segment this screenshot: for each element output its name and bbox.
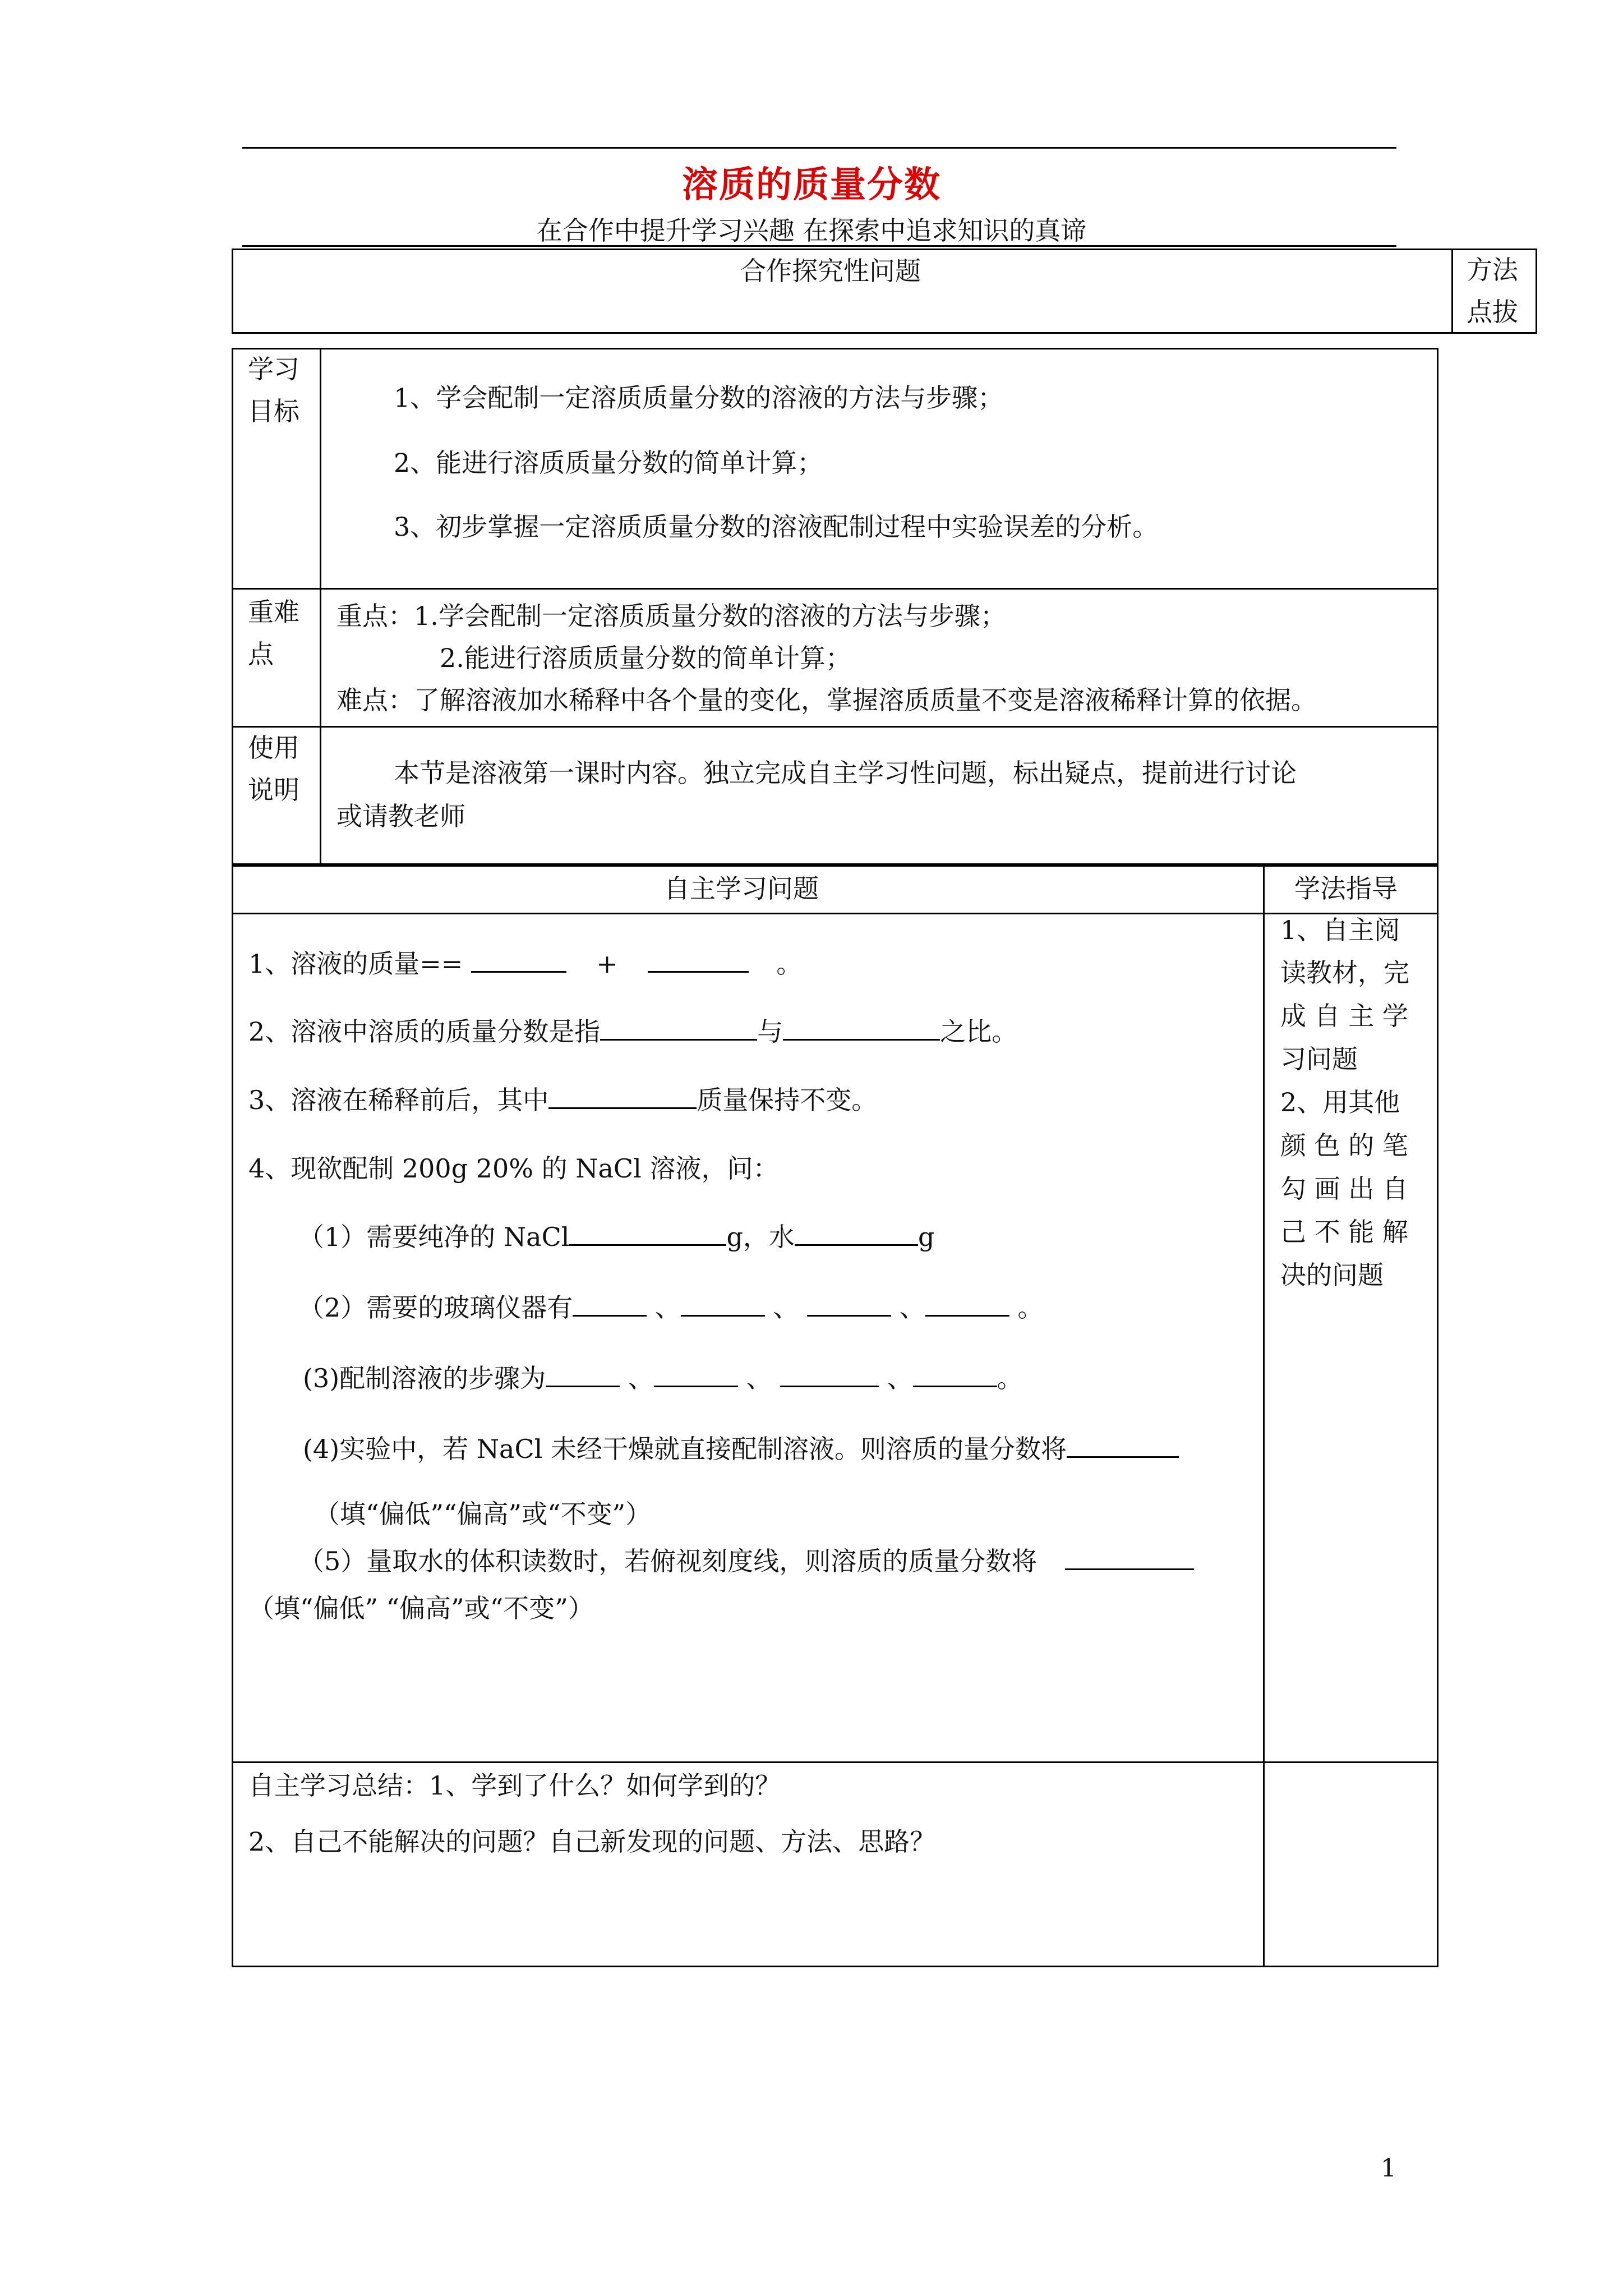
q3-text: 3、溶液在稀释前后，其中 bbox=[248, 1085, 549, 1115]
guide-line-5: 2、用其他 bbox=[1280, 1087, 1400, 1117]
summary-line-2: 2、自己不能解决的问题？自己新发现的问题、方法、思路？ bbox=[248, 1826, 936, 1857]
question-4-5 bbox=[298, 1543, 1194, 1580]
question-1 bbox=[248, 945, 802, 983]
q4-2-end: 。 bbox=[1017, 1292, 1044, 1323]
question-4-4 bbox=[303, 1430, 1179, 1468]
keypoints-label-line2: 点 bbox=[248, 639, 274, 669]
q4-2-sep-3: 、 bbox=[899, 1292, 925, 1323]
usage-line-2: 或请教老师 bbox=[336, 801, 465, 831]
usage-line-1: 本节是溶液第一课时内容。独立完成自主学习性问题，标出疑点，提前进行讨论 bbox=[394, 758, 1297, 788]
objective-item-2: 2、能进行溶质质量分数的简单计算； bbox=[394, 448, 823, 478]
question-2 bbox=[248, 1013, 1017, 1051]
q4-1-text: （1）需要纯净的 NaCl bbox=[298, 1222, 570, 1252]
q4-2-sep-1: 、 bbox=[654, 1292, 681, 1323]
q4-1-mid: g，水 bbox=[726, 1222, 795, 1252]
keypoints-line-1: 重点：1.学会配制一定溶质质量分数的溶液的方法与步骤； bbox=[336, 601, 1006, 631]
question-4-5-hint: （填“偏低” “偏高”或“不变”） bbox=[248, 1593, 594, 1623]
summary-divider bbox=[232, 1761, 1438, 1763]
guide-line-3: 成 自 主 学 bbox=[1280, 1001, 1408, 1031]
info-label-divider bbox=[320, 348, 321, 865]
q4-3-sep-1: 、 bbox=[628, 1363, 654, 1393]
method-header-line2: 点拔 bbox=[1467, 297, 1518, 327]
objectives-label-line2: 目标 bbox=[248, 396, 299, 426]
q1-blank-1[interactable] bbox=[471, 945, 566, 973]
usage-label-line2: 说明 bbox=[248, 775, 299, 805]
q4-5-text: （5）量取水的体积读数时，若俯视刻度线，则溶质的质量分数将 bbox=[298, 1546, 1038, 1576]
info-row-divider-1 bbox=[232, 588, 1438, 590]
q1-end: 。 bbox=[776, 949, 803, 979]
q1-plus: + bbox=[596, 949, 618, 979]
self-study-guide-divider bbox=[1263, 865, 1265, 1967]
q4-2-text: （2）需要的玻璃仪器有 bbox=[298, 1292, 573, 1323]
q1-blank-2[interactable] bbox=[648, 945, 749, 973]
q2-blank-1[interactable] bbox=[600, 1013, 757, 1041]
q4-3-blank-2[interactable] bbox=[654, 1360, 738, 1387]
q4-3-blank-4[interactable] bbox=[913, 1360, 997, 1387]
inquiry-header: 合作探究性问题 bbox=[740, 256, 921, 286]
q4-1-blank-nacl[interactable] bbox=[569, 1218, 726, 1246]
objective-item-1: 1、学会配制一定溶质质量分数的溶液的方法与步骤； bbox=[394, 383, 1004, 413]
q4-3-end: 。 bbox=[997, 1363, 1023, 1393]
inquiry-divider bbox=[1451, 249, 1453, 334]
q4-3-sep-3: 、 bbox=[887, 1363, 913, 1393]
q4-3-blank-3[interactable] bbox=[780, 1360, 879, 1387]
q4-4-text: (4)实验中，若 NaCl 未经干燥就直接配制溶液。则溶质的量分数将 bbox=[303, 1434, 1067, 1464]
q3-blank[interactable] bbox=[548, 1082, 697, 1109]
keypoints-line-3: 难点：了解溶液加水稀释中各个量的变化，掌握溶质质量不变是溶液稀释计算的依据。 bbox=[336, 685, 1317, 715]
q4-2-sep-2: 、 bbox=[773, 1292, 799, 1323]
q2-and: 与 bbox=[757, 1016, 783, 1047]
self-study-header-divider bbox=[232, 913, 1438, 914]
page-subtitle: 在合作中提升学习兴趣 在探索中追求知识的真谛 bbox=[536, 215, 1087, 246]
info-row-divider-2 bbox=[232, 726, 1438, 728]
guide-line-4: 习问题 bbox=[1280, 1044, 1358, 1074]
objective-item-3: 3、初步掌握一定溶质质量分数的溶液配制过程中实验误差的分析。 bbox=[394, 512, 1159, 542]
keypoints-line-2: 2.能进行溶质质量分数的简单计算； bbox=[440, 643, 851, 673]
guide-line-9: 决的问题 bbox=[1280, 1260, 1384, 1290]
guide-line-6: 颜 色 的 笔 bbox=[1280, 1130, 1408, 1161]
page-title: 溶质的质量分数 bbox=[682, 164, 941, 206]
question-4: 4、现欲配制 200g 20% 的 NaCl 溶液，问： bbox=[248, 1153, 779, 1184]
q2-text: 2、溶液中溶质的质量分数是指 bbox=[248, 1016, 601, 1047]
guide-line-7: 勾 画 出 自 bbox=[1280, 1174, 1408, 1204]
q3-end: 质量保持不变。 bbox=[697, 1085, 878, 1115]
keypoints-label-line1: 重难 bbox=[248, 597, 299, 627]
guide-line-1: 1、自主阅 bbox=[1280, 915, 1400, 945]
q4-1-blank-water[interactable] bbox=[795, 1218, 918, 1246]
guide-line-8: 己 不 能 解 bbox=[1280, 1217, 1408, 1247]
q4-3-text: (3)配制溶液的步骤为 bbox=[303, 1363, 546, 1393]
self-study-header: 自主学习问题 bbox=[664, 873, 819, 904]
q2-blank-2[interactable] bbox=[783, 1013, 940, 1041]
header-rule-bottom bbox=[242, 245, 1396, 247]
q4-2-blank-2[interactable] bbox=[681, 1289, 765, 1317]
objectives-label-line1: 学习 bbox=[248, 354, 299, 384]
q4-2-blank-1[interactable] bbox=[573, 1289, 647, 1317]
q4-1-unit: g bbox=[917, 1222, 935, 1252]
summary-line-1: 自主学习总结：1、学到了什么？如何学到的？ bbox=[248, 1770, 781, 1801]
q4-3-blank-1[interactable] bbox=[546, 1360, 620, 1387]
question-4-3 bbox=[303, 1360, 1023, 1397]
q4-2-blank-4[interactable] bbox=[925, 1289, 1009, 1317]
page-number: 1 bbox=[1381, 2154, 1396, 2183]
usage-label-line1: 使用 bbox=[248, 733, 299, 763]
question-4-2 bbox=[298, 1289, 1043, 1327]
q1-text: 1、溶液的质量== bbox=[248, 949, 463, 979]
guide-line-2: 读教材，完 bbox=[1280, 958, 1409, 988]
q4-2-blank-3[interactable] bbox=[807, 1289, 891, 1317]
question-3 bbox=[248, 1082, 877, 1119]
q4-5-blank[interactable] bbox=[1065, 1543, 1194, 1570]
study-guide-header: 学法指导 bbox=[1294, 873, 1398, 904]
method-header-line1: 方法 bbox=[1467, 255, 1518, 285]
q4-4-blank[interactable] bbox=[1067, 1430, 1179, 1458]
q2-end: 之比。 bbox=[940, 1016, 1018, 1047]
question-4-4-hint: （填“偏低”“偏高”或“不变”） bbox=[314, 1499, 652, 1529]
question-4-1 bbox=[298, 1218, 934, 1256]
q4-3-sep-2: 、 bbox=[746, 1363, 772, 1393]
header-rule-top bbox=[242, 147, 1396, 149]
